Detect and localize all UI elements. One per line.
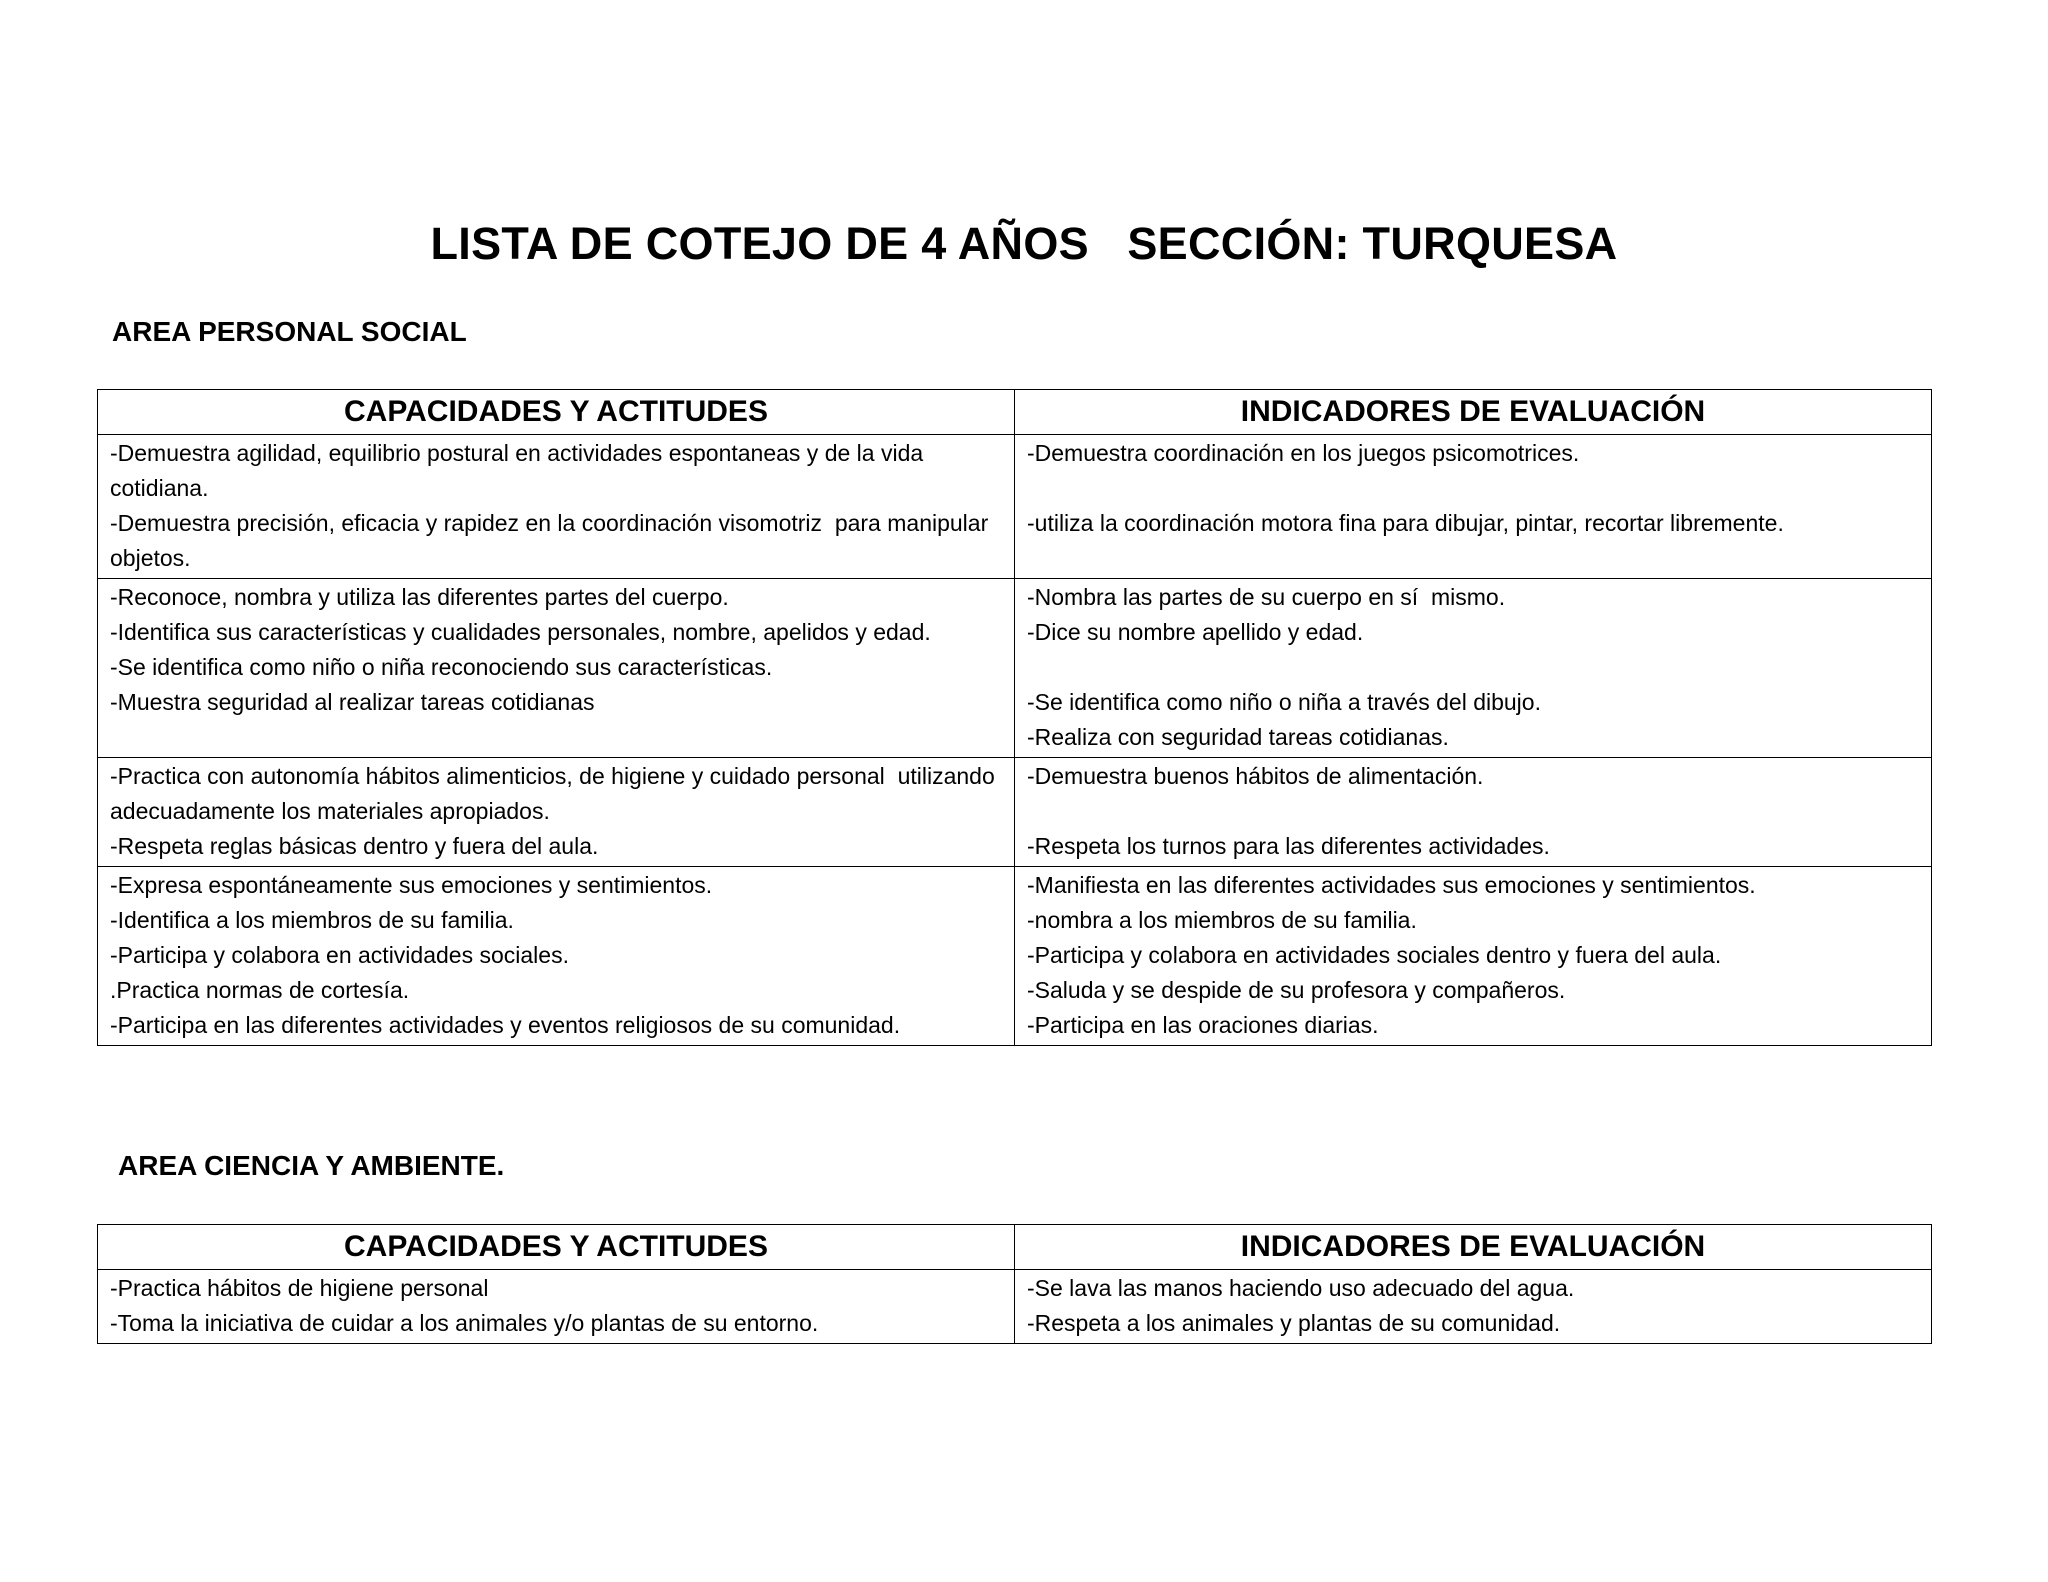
cell-text-line <box>1027 794 1919 829</box>
cell-text-line: -Manifiesta en las diferentes actividades sus emociones y sentimientos. <box>1027 872 1756 898</box>
cell-text-line <box>1027 650 1919 685</box>
table-row <box>98 758 1932 867</box>
document-title: LISTA DE COTEJO DE 4 AÑOS SECCIÓN: TURQUESA <box>430 218 1618 269</box>
capacidad-cell <box>98 867 1015 1046</box>
capacidad-cell <box>98 579 1015 758</box>
indicador-cell <box>1015 867 1932 1046</box>
cell-text-line: -utiliza la coordinación motora fina para dibujar, pintar, recortar libremente. <box>1027 510 1784 536</box>
cell-text-line: -Demuestra precisión, eficacia y rapidez en la coordinación visomotriz para manipular objetos. <box>110 510 995 571</box>
cell-text-line: -nombra a los miembros de su familia. <box>1027 907 1417 933</box>
cell-text-line: -Muestra seguridad al realizar tareas cotidianas <box>110 689 595 715</box>
column-header-indicadores: INDICADORES DE EVALUACIÓN <box>1015 390 1932 435</box>
indicador-cell <box>1015 435 1932 579</box>
cell-text-line: -Practica con autonomía hábitos alimenticios, de higiene y cuidado personal utilizando adecuadamente los materiales apropiados. <box>110 763 1002 824</box>
cell-text-line: -Dice su nombre apellido y edad. <box>1027 619 1364 645</box>
capacidad-cell <box>98 758 1015 867</box>
cell-text-line: -Se identifica como niño o niña a través del dibujo. <box>1027 689 1541 715</box>
cell-text-line: -Se identifica como niño o niña reconociendo sus características. <box>110 654 773 680</box>
cell-text-line: -Participa y colabora en actividades sociales. <box>110 942 569 968</box>
cell-text-line: -Identifica a los miembros de su familia. <box>110 907 514 933</box>
cell-text-line: -Participa en las oraciones diarias. <box>1027 1012 1379 1038</box>
cell-text-line: -Toma la iniciativa de cuidar a los animales y/o plantas de su entorno. <box>110 1310 819 1336</box>
area-heading-personal-social: AREA PERSONAL SOCIAL <box>112 316 467 347</box>
column-header-indicadores: INDICADORES DE EVALUACIÓN <box>1015 1225 1932 1270</box>
cell-text-line: .Practica normas de cortesía. <box>110 977 410 1003</box>
cell-text-line: -Expresa espontáneamente sus emociones y sentimientos. <box>110 872 713 898</box>
table-body <box>98 1270 1932 1344</box>
table-row <box>98 867 1932 1046</box>
cell-text-line: -Respeta a los animales y plantas de su comunidad. <box>1027 1310 1561 1336</box>
cell-text-line <box>1027 471 1919 506</box>
table-header-row <box>98 390 1932 435</box>
indicador-cell <box>1015 758 1932 867</box>
table-personal-social <box>97 389 1932 1046</box>
table-row <box>98 435 1932 579</box>
cell-text-line: -Respeta reglas básicas dentro y fuera del aula. <box>110 833 599 859</box>
column-header-capacidades: CAPACIDADES Y ACTITUDES <box>98 1225 1015 1270</box>
cell-text-line: -Nombra las partes de su cuerpo en sí mismo. <box>1027 584 1506 610</box>
table-row <box>98 1270 1932 1344</box>
table-ciencia-ambiente <box>97 1224 1932 1344</box>
cell-text-line: -Demuestra buenos hábitos de alimentación. <box>1027 763 1484 789</box>
cell-text-line: -Respeta los turnos para las diferentes actividades. <box>1027 833 1550 859</box>
cell-text-line: -Demuestra coordinación en los juegos psicomotrices. <box>1027 440 1580 466</box>
indicador-cell <box>1015 1270 1932 1344</box>
cell-text-line: -Participa y colabora en actividades sociales dentro y fuera del aula. <box>1027 942 1722 968</box>
table-header-row <box>98 1225 1932 1270</box>
cell-text-line: -Identifica sus características y cualidades personales, nombre, apelidos y edad. <box>110 619 931 645</box>
cell-text-line: -Practica hábitos de higiene personal <box>110 1275 489 1301</box>
area-heading-ciencia-ambiente: AREA CIENCIA Y AMBIENTE. <box>118 1150 505 1181</box>
table-row <box>98 579 1932 758</box>
cell-text-line: -Se lava las manos haciendo uso adecuado del agua. <box>1027 1275 1575 1301</box>
capacidad-cell <box>98 435 1015 579</box>
table-body <box>98 435 1932 1046</box>
capacidad-cell <box>98 1270 1015 1344</box>
cell-text-line: -Reconoce, nombra y utiliza las diferentes partes del cuerpo. <box>110 584 729 610</box>
cell-text-line: -Saluda y se despide de su profesora y compañeros. <box>1027 977 1566 1003</box>
column-header-capacidades: CAPACIDADES Y ACTITUDES <box>98 390 1015 435</box>
cell-text-line: -Realiza con seguridad tareas cotidianas. <box>1027 724 1449 750</box>
cell-text-line: -Demuestra agilidad, equilibrio postural en actividades espontaneas y de la vida cotidiana. <box>110 440 930 501</box>
indicador-cell <box>1015 579 1932 758</box>
cell-text-line: -Participa en las diferentes actividades y eventos religiosos de su comunidad. <box>110 1012 901 1038</box>
